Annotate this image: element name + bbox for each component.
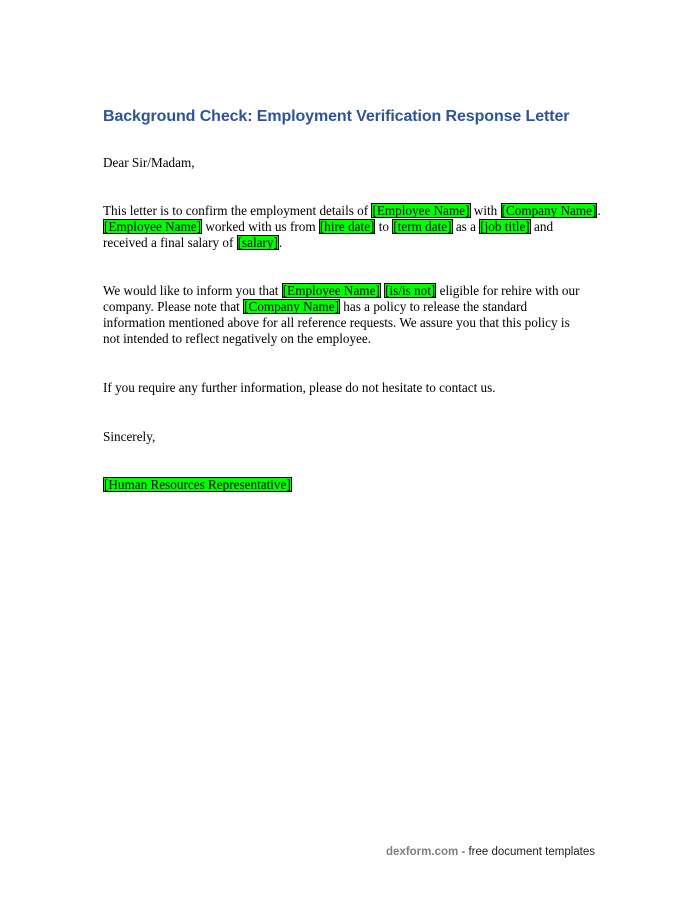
- text-run: and: [530, 219, 554, 234]
- placeholder-employee-name: [Employee Name]: [372, 203, 470, 218]
- paragraph-line: [103, 219, 603, 235]
- placeholder-employee-name: [Employee Name]: [104, 219, 202, 234]
- text-run: has a policy to release the standard: [340, 299, 528, 314]
- placeholder-rehire-eligibility: [is/is not]: [385, 283, 436, 298]
- paragraph-line: [103, 283, 603, 299]
- paragraph-line: [103, 235, 603, 251]
- placeholder-hire-date: [hire date]: [319, 219, 375, 234]
- paragraph-line: [103, 203, 603, 219]
- salutation: Dear Sir/Madam,: [103, 155, 195, 170]
- closing: Sincerely,: [103, 429, 156, 444]
- paragraph-rehire: [103, 283, 603, 347]
- placeholder-company-name: [Company Name]: [501, 203, 597, 218]
- text-run: We would like to inform you that: [103, 283, 282, 298]
- paragraph-contact: [103, 380, 603, 396]
- footer-brand-link[interactable]: dexform.com: [386, 846, 459, 858]
- text-run: .: [278, 235, 283, 250]
- placeholder-salary: [salary]: [237, 235, 278, 250]
- footer: [386, 846, 595, 858]
- paragraph-line: information mentioned above for all reference requests. We assure you that this policy is: [103, 315, 570, 330]
- text-run: company. Please note that: [103, 299, 244, 314]
- paragraph-line: [103, 299, 603, 315]
- text-run: .: [597, 203, 601, 218]
- footer-tagline: - free document templates: [458, 846, 596, 858]
- text-run: with: [470, 203, 501, 218]
- text-run: eligible for rehire with our: [436, 283, 580, 298]
- text-run: This letter is to confirm the employment details of: [103, 203, 372, 218]
- placeholder-job-title: [job title]: [480, 219, 530, 234]
- placeholder-employee-name: [Employee Name]: [282, 283, 380, 298]
- signature-block: [103, 477, 603, 493]
- paragraph-line: not intended to reflect negatively on the employee.: [103, 331, 372, 346]
- paragraph-line: If you require any further information, please do not hesitate to contact us.: [103, 380, 496, 395]
- text-run: received a final salary of: [103, 235, 237, 250]
- text-run: worked with us from: [202, 219, 319, 234]
- placeholder-hr-representative: [Human Resources Representative]: [104, 477, 291, 492]
- document-title: Background Check: Employment Verification Response Letter: [103, 108, 570, 125]
- text-run: as a: [452, 219, 480, 234]
- text-run: to: [375, 219, 393, 234]
- placeholder-term-date: [term date]: [393, 219, 452, 234]
- paragraph-confirmation: [103, 203, 603, 251]
- placeholder-company-name: [Company Name]: [244, 299, 339, 314]
